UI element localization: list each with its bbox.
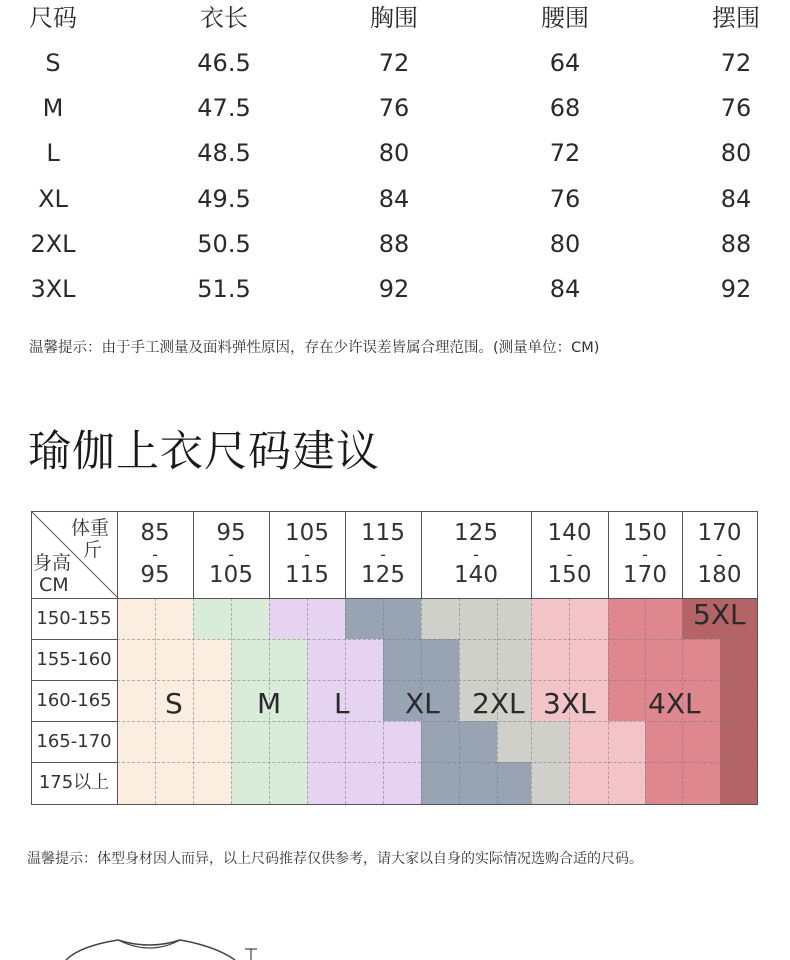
header-hem: 摆围 <box>712 4 760 32</box>
cell-size: M <box>42 94 64 123</box>
weight-range-value: 180 <box>697 562 742 588</box>
cell-size: S <box>45 49 61 77</box>
corner-weight-unit: 斤 <box>83 539 103 561</box>
weight-range-value: 140 <box>454 562 498 588</box>
cell-chest: 88 <box>378 229 410 258</box>
size-table-row <box>0 41 790 86</box>
cell-hem: 76 <box>720 94 752 123</box>
cell-waist: 80 <box>549 229 581 258</box>
weight-range-dash: - <box>304 545 310 564</box>
weight-range-dash: - <box>152 545 158 564</box>
size-label-xl: XL <box>405 687 440 720</box>
cell-hem: 92 <box>720 275 752 303</box>
cell-chest: 72 <box>378 49 410 77</box>
weight-range-dash: - <box>473 545 479 564</box>
size-tip: 温馨提示：由于手工测量及面料弹性原因，存在少许误差皆属合理范围。(测量单位：CM) <box>29 340 600 356</box>
size-table-row <box>0 86 790 131</box>
size-label-2xl: 2XL <box>472 687 525 720</box>
size-label-s: S <box>165 687 183 720</box>
cell-length: 48.5 <box>197 139 251 168</box>
height-range-label: 155-160 <box>36 649 112 670</box>
cell-chest: 84 <box>378 184 410 213</box>
cell-length: 50.5 <box>197 229 251 258</box>
size-label-5xl: 5XL <box>693 598 746 631</box>
weight-range-dash: - <box>716 545 723 564</box>
weight-range-dash: - <box>380 545 386 564</box>
weight-range-value: 125 <box>361 562 405 588</box>
size-label-4xl: 4XL <box>648 687 701 720</box>
cell-size: L <box>46 139 60 168</box>
weight-range-value: 105 <box>285 520 329 546</box>
weight-range-dash: - <box>642 545 648 564</box>
recommendation-tip: 温馨提示：体型身材因人而异，以上尺码推荐仅供参考，请大家以自身的实际情况选购合适的尺码。 <box>27 851 643 867</box>
size-table-row <box>0 177 790 222</box>
cell-chest: 80 <box>378 139 410 168</box>
cell-waist: 84 <box>549 275 581 303</box>
cell-length: 51.5 <box>197 275 251 303</box>
size-label-m: M <box>257 687 282 720</box>
weight-range-value: 85 <box>140 520 170 546</box>
header-chest: 胸围 <box>370 4 418 32</box>
size-label-3xl: 3XL <box>543 687 596 720</box>
size-recommendation-grid <box>31 511 758 805</box>
weight-range-dash: - <box>566 545 573 564</box>
cell-waist: 64 <box>549 49 581 77</box>
weight-range-value: 170 <box>623 562 667 588</box>
corner-weight-label: 体重 <box>71 517 110 539</box>
header-size: 尺码 <box>29 4 77 32</box>
weight-range-value: 125 <box>454 520 498 546</box>
weight-range-value: 115 <box>285 562 329 588</box>
cell-length: 47.5 <box>197 94 251 123</box>
size-table-row <box>0 222 790 267</box>
weight-range-value: 95 <box>216 520 246 546</box>
corner-height-label: 身高 <box>33 552 72 574</box>
height-range-label: 160-165 <box>36 690 112 711</box>
shirt-outline-illustration <box>0 930 790 960</box>
cell-waist: 68 <box>549 94 581 123</box>
cell-hem: 72 <box>720 49 752 77</box>
cell-hem: 80 <box>720 139 752 168</box>
size-table-header <box>0 0 790 41</box>
height-range-label: 165-170 <box>36 731 112 752</box>
header-waist: 腰围 <box>541 4 589 32</box>
cell-size: XL <box>38 184 68 213</box>
height-range-label: 175以上 <box>38 772 110 793</box>
weight-range-dash: - <box>228 545 234 564</box>
weight-range-value: 170 <box>697 520 742 546</box>
cell-waist: 72 <box>549 139 581 168</box>
size-table-row <box>0 131 790 176</box>
cell-waist: 76 <box>549 184 581 213</box>
corner-height-unit: CM <box>39 574 69 596</box>
header-length: 衣长 <box>200 4 248 32</box>
weight-range-value: 140 <box>547 520 592 546</box>
cell-chest: 76 <box>378 94 410 123</box>
weight-range-value: 150 <box>547 562 592 588</box>
cell-hem: 84 <box>720 184 752 213</box>
cell-size: 3XL <box>30 275 76 303</box>
page-title: 瑜伽上衣尺码建议 <box>28 427 380 477</box>
cell-chest: 92 <box>378 275 410 303</box>
weight-range-value: 95 <box>140 562 170 588</box>
size-label-l: L <box>334 687 350 720</box>
cell-hem: 88 <box>720 229 752 258</box>
weight-range-value: 150 <box>623 520 667 546</box>
weight-range-value: 115 <box>361 520 405 546</box>
cell-length: 49.5 <box>197 184 251 213</box>
size-table-row <box>0 267 790 312</box>
height-range-label: 150-155 <box>36 608 112 629</box>
cell-size: 2XL <box>30 229 76 258</box>
grid-border <box>31 511 758 805</box>
weight-range-value: 105 <box>209 562 253 588</box>
cell-length: 46.5 <box>197 49 251 77</box>
